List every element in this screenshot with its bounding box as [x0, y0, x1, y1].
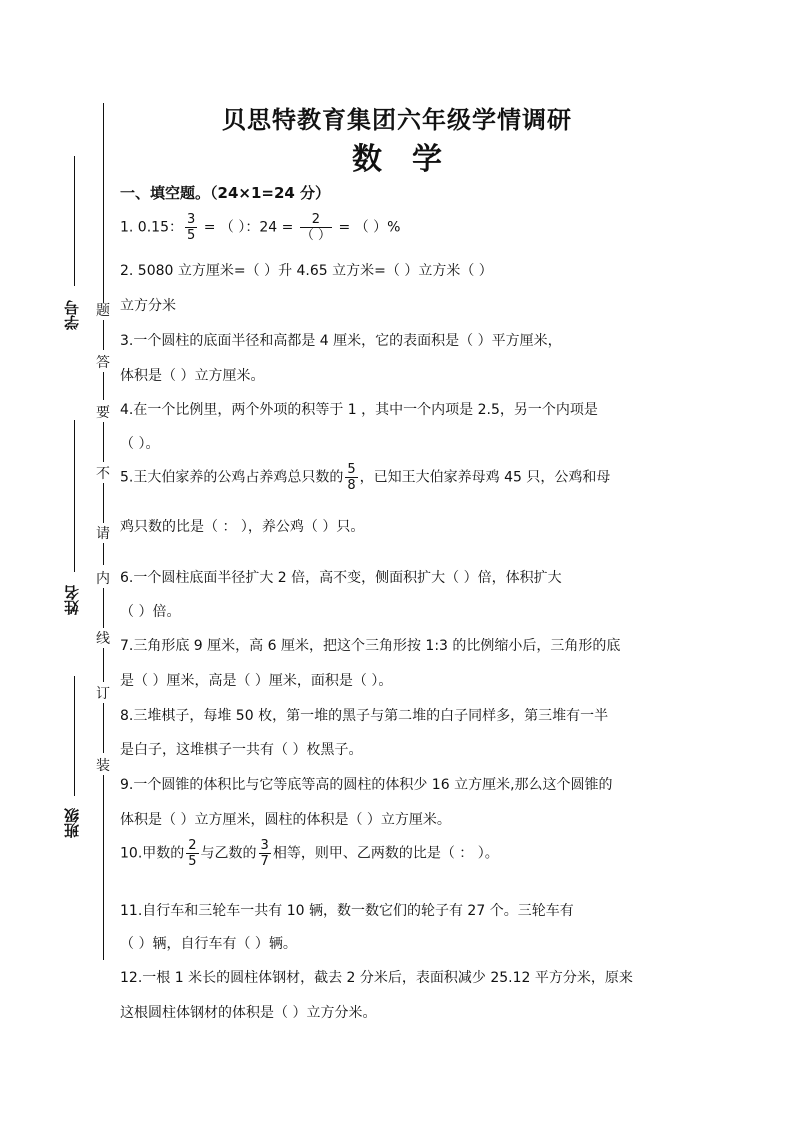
seal-char-4: 不 [96, 466, 110, 482]
q10-fraction-2: $\frac{3}{7}$ [260, 838, 269, 869]
q1-text-c: = （ ）% [334, 219, 401, 236]
question-9-line-2: 体积是（ ）立方厘米，圆柱的体积是（ ）立方厘米。 [120, 812, 451, 828]
question-11-line-1: 11.自行车和三轮车一共有 10 辆，数一数它们的轮子有 27 个。三轮车有 [120, 903, 574, 919]
q10-text-c: 相等，则甲、乙两数的比是（ ： ）。 [272, 845, 499, 862]
seal-char-1: 题 [96, 303, 110, 319]
q1-fraction-1: $\frac{3}{5}$ [186, 212, 196, 243]
class-label: 班级 [63, 808, 81, 838]
question-2-line-1: 2. 5080 立方厘米=（ ）升 4.65 立方米=（ ）立方米（ ） [120, 263, 493, 279]
exam-title: 贝思特教育集团六年级学情调研 [222, 106, 572, 134]
q5-text-a: 5.王大伯家养的公鸡占养鸡总只数的 [120, 469, 344, 486]
question-7-line-2: 是（ ）厘米，高是（ ）厘米，面积是（ ）。 [120, 673, 393, 689]
q5-text-b: ，已知王大伯家养母鸡 45 只，公鸡和母 [359, 469, 611, 486]
question-11-line-2: （ ）辆，自行车有（ ）辆。 [120, 936, 297, 952]
seal-char-6: 内 [96, 571, 110, 587]
seal-char-8: 订 [96, 686, 110, 702]
name-label: 姓名 [63, 585, 81, 615]
q5-fraction: $\frac{5}{8}$ [347, 462, 356, 493]
seal-char-7: 线 [96, 631, 110, 647]
subject-title: 数学 [352, 142, 472, 177]
seal-char-5: 请 [96, 526, 110, 542]
question-4-line-2: （ ）。 [120, 436, 160, 452]
question-12-line-2: 这根圆柱体钢材的体积是（ ）立方分米。 [120, 1005, 377, 1021]
question-1 [120, 212, 400, 243]
q1-text-b: = （ ）：24 = [199, 219, 298, 236]
question-3-line-2: 体积是（ ）立方厘米。 [120, 368, 265, 384]
question-5-line-2: 鸡只数的比是（ ： ），养公鸡（ ）只。 [120, 519, 365, 535]
question-8-line-1: 8.三堆棋子，每堆 50 枚，第一堆的黑子与第二堆的白子同样多，第三堆有一半 [120, 708, 609, 724]
question-5-line-1 [120, 462, 610, 493]
q10-text-b: 与乙数的 [200, 845, 257, 862]
q10-fraction-1: $\frac{2}{5}$ [188, 838, 197, 869]
section-heading: 一、填空题。（24×1=24 分） [120, 184, 331, 202]
question-10 [120, 838, 499, 869]
question-6-line-2: （ ）倍。 [120, 604, 181, 620]
question-6-line-1: 6.一个圆柱底面半径扩大 2 倍，高不变，侧面积扩大（ ）倍，体积扩大 [120, 570, 562, 586]
question-12-line-1: 12.一根 1 米长的圆柱体钢材，截去 2 分米后，表面积减少 25.12 平方分米，原来 [120, 970, 633, 986]
question-2-line-2: 立方分米 [120, 298, 176, 314]
student-number-label: 学号 [63, 300, 81, 330]
question-7-line-1: 7.三角形底 9 厘米，高 6 厘米，把这个三角形按 1:3 的比例缩小后，三角形的底 [120, 638, 621, 654]
q1-text-a: 1. 0.15： [120, 219, 183, 236]
seal-char-2: 答 [96, 355, 110, 371]
seal-char-9: 装 [96, 758, 110, 774]
q10-text-a: 10.甲数的 [120, 845, 185, 862]
question-4-line-1: 4.在一个比例里，两个外项的积等于 1 ，其中一个内项是 2.5，另一个内项是 [120, 402, 598, 418]
question-3-line-1: 3.一个圆柱的底面半径和高都是 4 厘米，它的表面积是（ ）平方厘米， [120, 333, 562, 349]
q1-fraction-2: $\frac{2}{( )}$ [300, 212, 331, 243]
question-9-line-1: 9.一个圆锥的体积比与它等底等高的圆柱的体积少 16 立方厘米,那么这个圆锥的 [120, 777, 613, 793]
seal-char-3: 要 [96, 405, 110, 421]
question-8-line-2: 是白子，这堆棋子一共有（ ）枚黑子。 [120, 742, 363, 758]
